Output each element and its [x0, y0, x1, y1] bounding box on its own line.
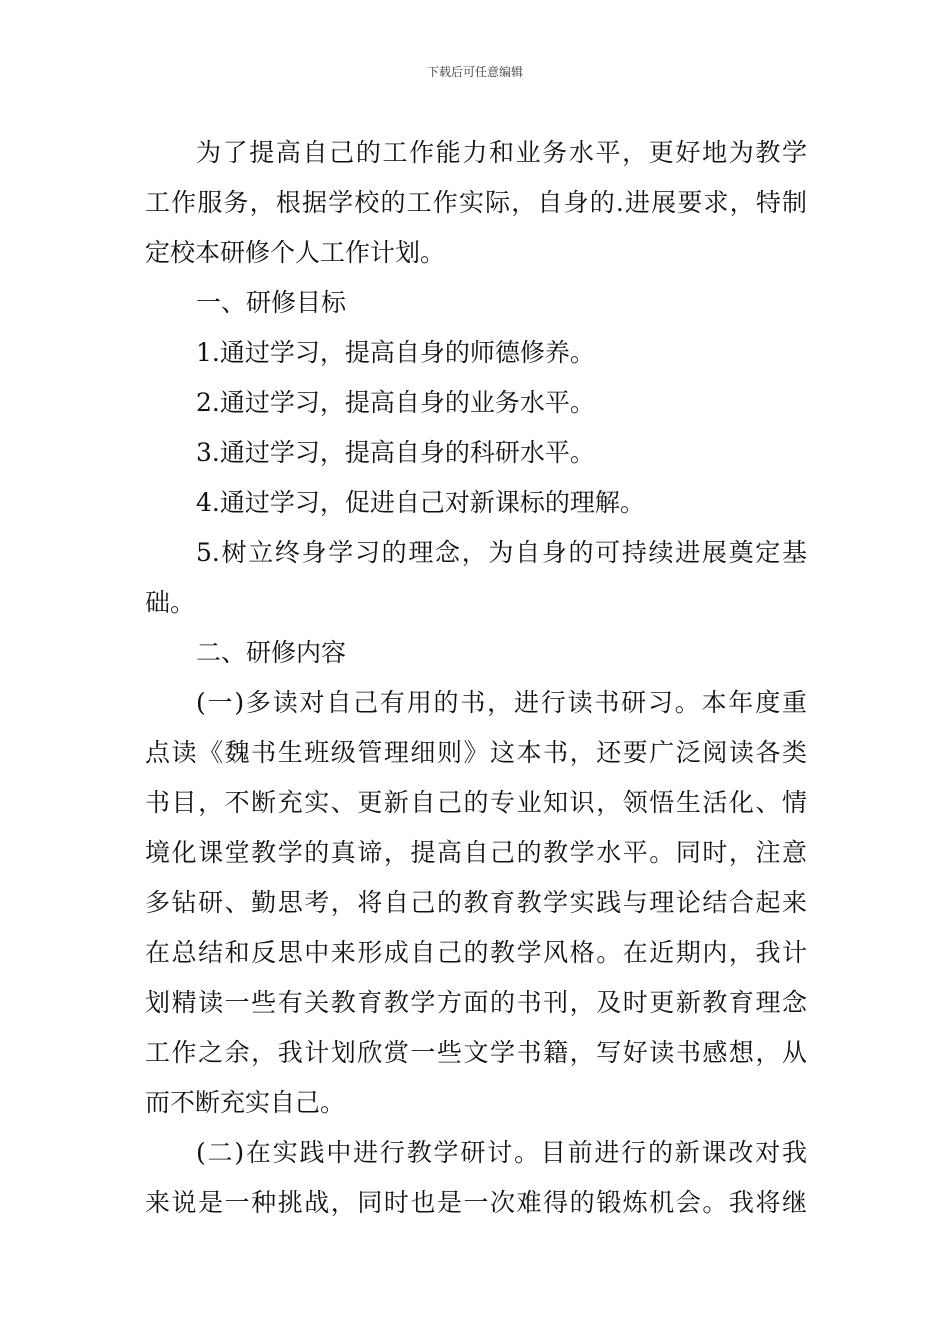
text-line: 一、研修目标: [196, 288, 347, 317]
text-line: 二、研修内容: [196, 638, 347, 667]
text-line: 在总结和反思中来形成自己的教学风格。在近期内，我计: [145, 938, 807, 967]
text-line: 5.树立终身学习的理念，为自身的可持续进展奠定基: [196, 538, 807, 567]
text-line: 为了提高自己的工作能力和业务水平，更好地为教学: [196, 138, 807, 167]
text-line: 3.通过学习，提高自身的科研水平。: [196, 438, 595, 467]
text-line: (一)多读对自己有用的书，进行读书研习。本年度重: [196, 688, 807, 717]
text-line: 2.通过学习，提高自身的业务水平。: [196, 388, 595, 417]
text-line: (二)在实践中进行教学研讨。目前进行的新课改对我: [196, 1138, 807, 1167]
text-line: 点读《魏书生班级管理细则》这本书，还要广泛阅读各类: [145, 738, 807, 767]
text-line: 定校本研修个人工作计划。: [145, 238, 446, 267]
text-line: 书目，不断充实、更新自己的专业知识，领悟生活化、情: [145, 788, 807, 817]
text-line: 工作服务，根据学校的工作实际，自身的.进展要求，特制: [145, 188, 807, 217]
document-body: [145, 128, 807, 1228]
text-line: 础。: [145, 588, 196, 617]
text-line: 来说是一种挑战，同时也是一次难得的锻炼机会。我将继: [145, 1188, 807, 1217]
text-line: 4.通过学习，促进自己对新课标的理解。: [196, 488, 645, 517]
text-line: 多钻研、勤思考，将自己的教育教学实践与理论结合起来: [145, 888, 807, 917]
text-line: 工作之余，我计划欣赏一些文学书籍，写好读书感想，从: [145, 1038, 807, 1067]
text-line: 1.通过学习，提高自身的师德修养。: [196, 338, 595, 367]
text-line: 划精读一些有关教育教学方面的书刊，及时更新教育理念: [145, 988, 807, 1017]
text-line: 境化课堂教学的真谛，提高自己的教学水平。同时，注意: [145, 838, 807, 867]
page-header: 下载后可任意编辑: [426, 65, 523, 79]
text-line: 而不断充实自己。: [145, 1088, 346, 1117]
